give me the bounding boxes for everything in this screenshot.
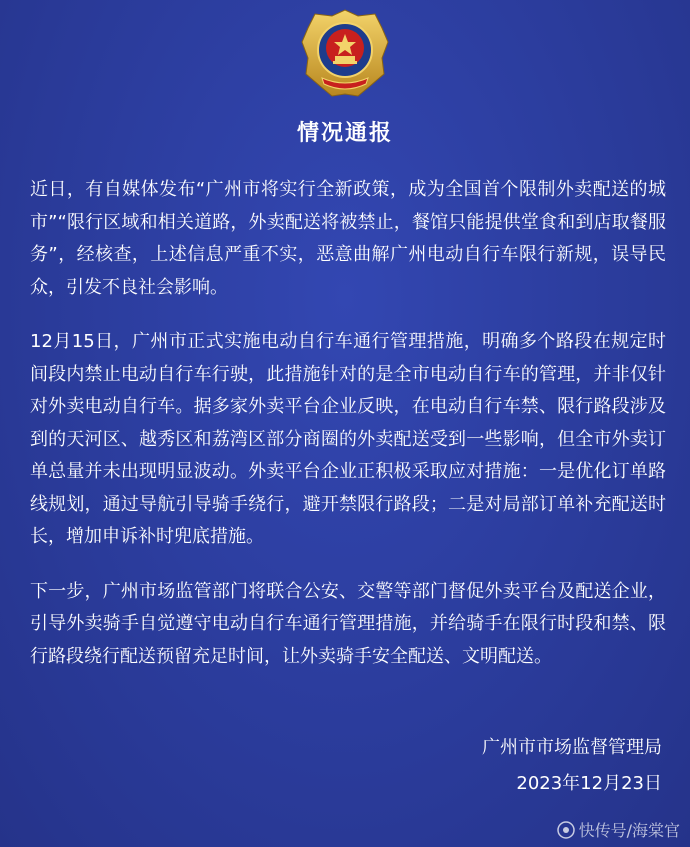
paragraph-3: 下一步，广州市场监管部门将联合公安、交警等部门督促外卖平台及配送企业，引导外卖骑手自觉遵守电动自行车通行管理措施，并给骑手在限行时段和禁、限行路段绕行配送预留充足时间，让外卖骑手安全配送、文明配送。 (30, 580, 666, 667)
signature-block (482, 730, 662, 802)
police-emblem-icon (300, 8, 390, 100)
watermark-text: 快传号/海棠官 (578, 821, 680, 840)
page-title: 情况通报 (296, 121, 393, 146)
eye-logo-icon (557, 821, 575, 839)
paragraph-2: 12月15日，广州市正式实施电动自行车通行管理措施，明确多个路段在规定时间段内禁止电动自行车行驶，此措施针对的是全市电动自行车的管理，并非仅针对外卖电动自行车。据多家外卖平台企业反映，在电动自行车禁、限行路段涉及到的天河区、越秀区和荔湾区部分商圈的外卖配送受到一些影响，但全市外卖订单总量并未出现明显波动。外卖平台企业正积极采取应对措施：一是优化订单路线规划，通过导航引导骑手绕行，避开禁限行路段；二是对局部订单补充配送时长，增加申诉补时兜底措施。 (30, 331, 666, 547)
signature-org: 广州市市场监督管理局 (482, 737, 662, 758)
signature-date: 2023年12月23日 (516, 773, 662, 794)
watermark (557, 818, 680, 841)
paragraph-1: 近日，有自媒体发布“广州市将实行全新政策，成为全国首个限制外卖配送的城市”“限行区域和相关道路，外卖配送将被禁止，餐馆只能提供堂食和到店取餐服务”，经核查，上述信息严重不实，恶意曲解广州电动自行车限行新规，误导民众，引发不良社会影响。 (30, 179, 666, 298)
notice-body (30, 174, 666, 695)
